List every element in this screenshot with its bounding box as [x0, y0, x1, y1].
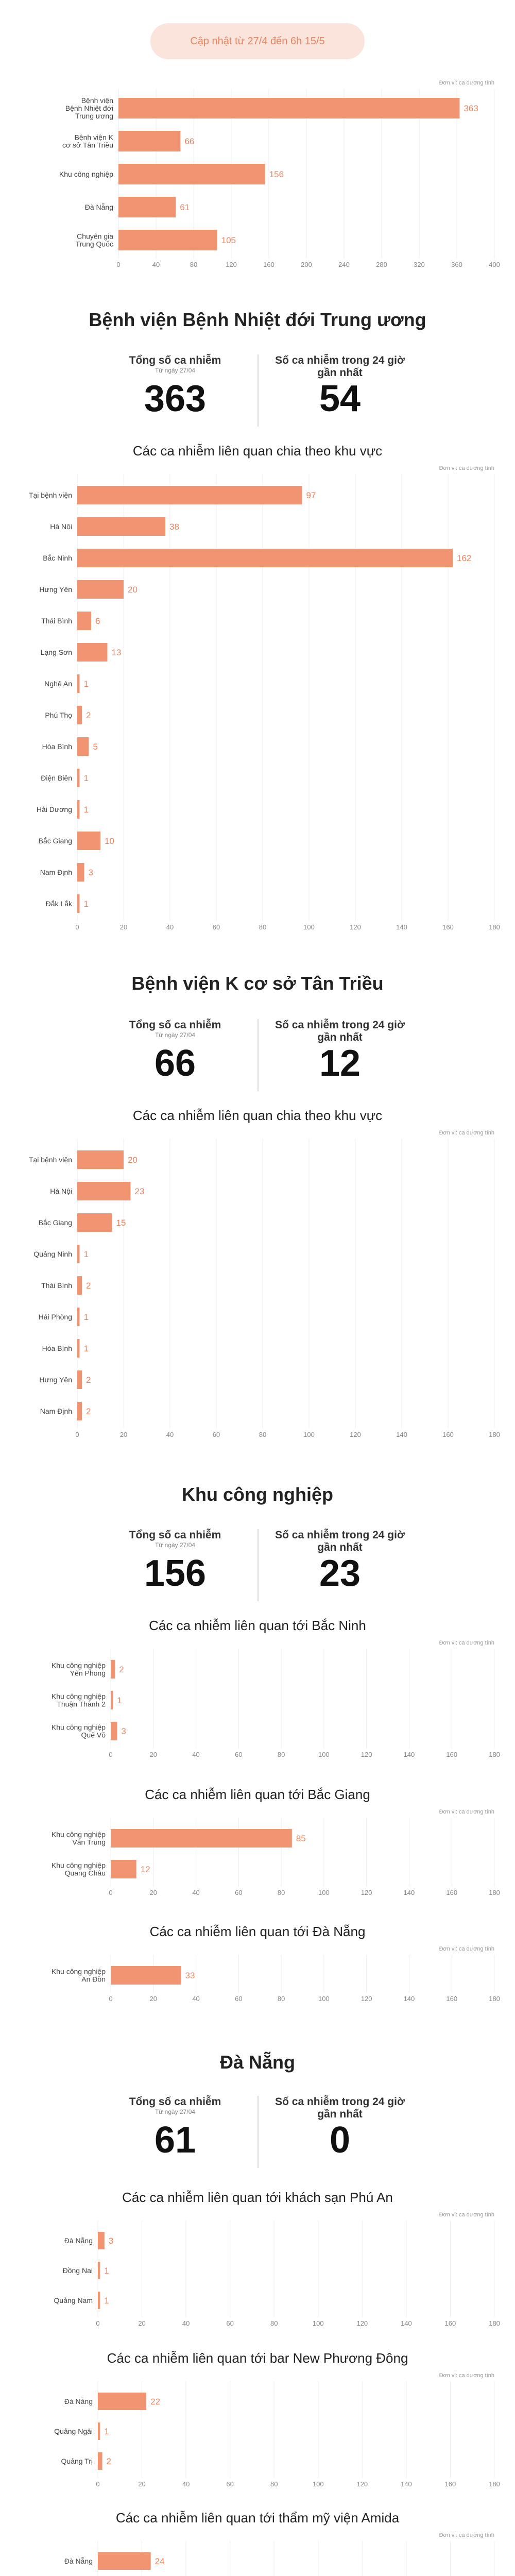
- category-label: Hà Nội: [50, 522, 72, 531]
- category-label: Hà Nội: [50, 1187, 72, 1195]
- bar: [118, 164, 265, 184]
- bar: [77, 1339, 80, 1358]
- x-tick-label: 20: [138, 2319, 146, 2327]
- bar-value-label: 20: [128, 585, 138, 595]
- x-tick-label: 60: [235, 1889, 243, 1896]
- bar: [77, 1245, 80, 1263]
- section-title-benhvienk: Bệnh viện K cơ sở Tân Triều: [131, 973, 384, 994]
- bar-value-label: 156: [269, 170, 284, 179]
- bar: [98, 2422, 100, 2440]
- category-label: Đà Nẵng: [84, 203, 113, 211]
- bar: [111, 1860, 136, 1878]
- phuan-chart: [0, 2209, 515, 2328]
- category-label: Hưng Yên: [39, 1376, 72, 1384]
- x-tick-label: 400: [489, 261, 500, 268]
- bar: [98, 2232, 105, 2249]
- category-label: Khu công nghiệp: [51, 1661, 106, 1670]
- x-tick-label: 100: [318, 1995, 330, 2003]
- x-tick-label: 0: [109, 1995, 113, 2003]
- stat-divider: [258, 354, 259, 427]
- x-tick-label: 140: [401, 2480, 412, 2488]
- x-tick-label: 0: [116, 261, 121, 268]
- category-label: Phú Thọ: [45, 711, 72, 719]
- x-tick-label: 160: [446, 1751, 458, 1758]
- bar-value-label: 2: [86, 1281, 91, 1291]
- x-tick-label: 40: [192, 1751, 200, 1758]
- category-label: Vân Trung: [72, 1838, 106, 1846]
- category-label: Hòa Bình: [42, 742, 72, 751]
- bar-value-label: 66: [184, 137, 195, 146]
- bar: [77, 580, 124, 599]
- x-tick-label: 160: [444, 2480, 456, 2488]
- stat-total-sub: Từ ngày 27/04: [154, 367, 196, 374]
- bar: [77, 832, 100, 850]
- x-tick-label: 140: [396, 1431, 407, 1438]
- bar: [77, 1213, 112, 1232]
- category-label: Quang Châu: [64, 1869, 106, 1877]
- category-label: Đà Nẵng: [64, 2236, 93, 2245]
- bar-value-label: 12: [140, 1865, 150, 1874]
- x-tick-label: 140: [403, 1995, 415, 2003]
- stat-total-label: Tổng số ca nhiễm: [129, 1019, 221, 1031]
- category-label: Hải Dương: [36, 805, 72, 814]
- stat-recent-label: Số ca nhiễm trong 24 giờ gần nhất: [275, 2096, 405, 2120]
- unit-note: Đơn vị: ca dương tính: [439, 2372, 494, 2379]
- category-label: Thái Bình: [41, 617, 72, 625]
- bar: [111, 1660, 115, 1679]
- x-tick-label: 180: [489, 1431, 500, 1438]
- stat-total-value: 156: [144, 1553, 207, 1594]
- x-tick-label: 0: [109, 1751, 113, 1758]
- bar-value-label: 1: [83, 773, 89, 783]
- x-tick-label: 40: [192, 1889, 200, 1896]
- x-tick-label: 20: [149, 1889, 158, 1896]
- x-tick-label: 180: [489, 923, 500, 931]
- chart-title: Các ca nhiễm liên quan tới khách sạn Phú An: [122, 2190, 393, 2205]
- amida-chart: [0, 2530, 515, 2576]
- x-tick-label: 180: [489, 1995, 500, 2003]
- bar-value-label: 2: [86, 1406, 91, 1416]
- bar-value-label: 1: [83, 899, 89, 909]
- stat-recent-value: 54: [319, 378, 361, 419]
- x-tick-label: 360: [451, 261, 462, 268]
- bar: [77, 1402, 82, 1420]
- unit-note: Đơn vị: ca dương tính: [439, 1640, 494, 1646]
- bar: [77, 612, 91, 630]
- stat-total-sub: Từ ngày 27/04: [154, 1541, 196, 1549]
- x-tick-label: 60: [212, 923, 220, 931]
- x-tick-label: 140: [403, 1889, 415, 1896]
- unit-note: Đơn vị: ca dương tính: [439, 2532, 494, 2538]
- category-label: Đồng Nai: [62, 2266, 93, 2275]
- bar-value-label: 105: [221, 235, 236, 245]
- nhietdoi-chart: [0, 463, 515, 939]
- chart-title: Các ca nhiễm liên quan tới Bắc Giang: [145, 1787, 370, 1802]
- bar: [77, 674, 80, 693]
- x-tick-label: 320: [414, 261, 425, 268]
- bar-value-label: 2: [86, 1375, 91, 1385]
- x-tick-label: 180: [489, 1751, 500, 1758]
- x-tick-label: 40: [152, 261, 160, 268]
- benhvienk-chart: [0, 1127, 515, 1444]
- bar-value-label: 2: [119, 1665, 124, 1674]
- stat-recent-value: 0: [329, 2120, 351, 2161]
- category-label: Thuận Thành 2: [57, 1700, 106, 1708]
- stat-total-value: 363: [144, 378, 207, 419]
- bar: [118, 98, 459, 118]
- bar-value-label: 15: [116, 1218, 126, 1228]
- bar: [111, 1691, 113, 1709]
- stat-divider: [258, 1019, 259, 1091]
- bar-value-label: 1: [83, 679, 89, 689]
- x-tick-label: 40: [166, 1431, 174, 1438]
- category-label: Điện Biên: [41, 774, 72, 782]
- category-label: cơ sở Tân Triều: [62, 141, 113, 149]
- bar: [77, 1370, 82, 1389]
- unit-note: Đơn vị: ca dương tính: [439, 1809, 494, 1815]
- category-label: Đà Nẵng: [64, 2397, 93, 2405]
- bar-value-label: 85: [296, 1834, 306, 1843]
- category-label: Quảng Ngãi: [54, 2427, 93, 2435]
- category-label: Khu công nghiệp: [51, 1861, 106, 1870]
- x-tick-label: 0: [109, 1889, 113, 1896]
- overview-chart: [0, 77, 515, 281]
- x-tick-label: 280: [376, 261, 387, 268]
- bar-value-label: 2: [106, 2456, 112, 2466]
- bar-value-label: 24: [154, 2556, 165, 2566]
- bar: [77, 1276, 82, 1295]
- x-tick-label: 180: [489, 2319, 500, 2327]
- bar: [98, 2452, 102, 2470]
- category-label: Khu công nghiệp: [51, 1723, 106, 1732]
- x-tick-label: 80: [277, 1889, 285, 1896]
- x-tick-label: 40: [182, 2480, 190, 2488]
- x-tick-label: 80: [259, 1431, 267, 1438]
- bar-value-label: 1: [104, 2427, 109, 2436]
- x-tick-label: 100: [312, 2319, 324, 2327]
- x-tick-label: 180: [489, 1889, 500, 1896]
- chart-title: Các ca nhiễm liên quan tới thẩm mỹ viện Amida: [115, 2510, 400, 2526]
- category-label: Yên Phong: [70, 1669, 106, 1677]
- category-label: Nghệ An: [44, 680, 72, 688]
- x-tick-label: 40: [166, 923, 174, 931]
- kcn-bacninh-chart: [0, 1637, 515, 1769]
- x-tick-label: 160: [442, 1431, 454, 1438]
- stat-total-label: Tổng số ca nhiễm: [129, 354, 221, 366]
- stat-recent-value: 12: [319, 1043, 361, 1084]
- x-tick-label: 160: [446, 1995, 458, 2003]
- bar-value-label: 363: [464, 104, 478, 113]
- bar: [77, 1182, 131, 1200]
- chart-title: Các ca nhiễm liên quan chia theo khu vực: [132, 1108, 383, 1123]
- x-tick-label: 20: [138, 2480, 146, 2488]
- bar: [98, 2552, 151, 2570]
- x-tick-label: 0: [96, 2480, 100, 2488]
- bar: [98, 2393, 146, 2410]
- bar: [77, 737, 89, 756]
- bar-value-label: 20: [128, 1155, 138, 1165]
- category-label: Bắc Giang: [38, 1218, 72, 1227]
- bar-value-label: 1: [117, 1696, 122, 1705]
- category-label: Quế Võ: [81, 1731, 106, 1739]
- x-tick-label: 120: [360, 1751, 372, 1758]
- bar: [118, 230, 217, 250]
- stat-total-sub: Từ ngày 27/04: [154, 2108, 196, 2115]
- x-tick-label: 80: [259, 923, 267, 931]
- unit-note: Đơn vị: ca dương tính: [439, 1946, 494, 1952]
- x-tick-label: 60: [212, 1431, 220, 1438]
- chart-title: Các ca nhiễm liên quan tới Bắc Ninh: [149, 1618, 366, 1633]
- category-label: Khu công nghiệp: [51, 1692, 106, 1701]
- bar-value-label: 3: [108, 2236, 114, 2246]
- category-label: Quảng Nam: [54, 2296, 93, 2304]
- x-tick-label: 120: [350, 1431, 361, 1438]
- bar-value-label: 13: [111, 648, 122, 657]
- unit-note: Đơn vị: ca dương tính: [439, 465, 494, 471]
- bar: [77, 894, 80, 913]
- x-tick-label: 60: [235, 1751, 243, 1758]
- x-tick-label: 80: [270, 2319, 278, 2327]
- category-label: Đà Nẵng: [64, 2557, 93, 2565]
- stat-total-label: Tổng số ca nhiễm: [129, 2096, 221, 2108]
- unit-note: Đơn vị: ca dương tính: [439, 1130, 494, 1136]
- stat-divider: [258, 2096, 259, 2168]
- x-tick-label: 120: [350, 923, 361, 931]
- bar-value-label: 1: [83, 1249, 89, 1259]
- x-tick-label: 60: [226, 2319, 234, 2327]
- bar: [77, 769, 80, 787]
- bar-value-label: 10: [105, 836, 114, 846]
- category-label: An Đồn: [81, 1975, 106, 1984]
- category-label: Chuyên gia: [77, 232, 113, 241]
- bar: [77, 1308, 80, 1326]
- x-tick-label: 80: [277, 1751, 285, 1758]
- bar-value-label: 3: [121, 1726, 126, 1736]
- chart-title: Các ca nhiễm liên quan tới bar New Phương Đông: [107, 2350, 408, 2366]
- bar-value-label: 1: [104, 2296, 109, 2306]
- x-tick-label: 160: [442, 923, 454, 931]
- x-tick-label: 180: [489, 2480, 500, 2488]
- stat-total-value: 61: [154, 2120, 196, 2161]
- x-tick-label: 100: [312, 2480, 324, 2488]
- newphuongdong-chart: [0, 2370, 515, 2488]
- x-tick-label: 120: [360, 1995, 372, 2003]
- bar: [77, 549, 453, 567]
- bar-value-label: 6: [95, 616, 100, 626]
- x-tick-label: 100: [303, 1431, 315, 1438]
- bar-value-label: 1: [83, 1344, 89, 1353]
- x-tick-label: 0: [96, 2319, 100, 2327]
- bar: [98, 2292, 100, 2309]
- x-tick-label: 100: [318, 1889, 330, 1896]
- bar: [77, 706, 82, 724]
- x-tick-label: 120: [226, 261, 237, 268]
- category-label: Quảng Trị: [61, 2457, 93, 2465]
- category-label: Hưng Yên: [39, 585, 72, 594]
- category-label: Tại bệnh viện: [28, 491, 72, 499]
- x-tick-label: 140: [403, 1751, 415, 1758]
- chart-title: Các ca nhiễm liên quan chia theo khu vực: [132, 443, 383, 459]
- chart-title: Các ca nhiễm liên quan tới Đà Nẵng: [149, 1924, 366, 1939]
- section-title-nhietdoi: Bệnh viện Bệnh Nhiệt đới Trung ương: [89, 309, 426, 330]
- x-tick-label: 40: [192, 1995, 200, 2003]
- x-tick-label: 0: [75, 1431, 79, 1438]
- x-tick-label: 240: [338, 261, 350, 268]
- x-tick-label: 0: [75, 923, 79, 931]
- bar: [77, 1150, 124, 1169]
- stat-recent-label: Số ca nhiễm trong 24 giờ gần nhất: [275, 1529, 405, 1553]
- update-badge: Cập nhật từ 27/4 đến 6h 15/5: [150, 23, 365, 59]
- category-label: Bệnh viện: [81, 96, 113, 105]
- x-tick-label: 200: [301, 261, 312, 268]
- category-label: Bắc Ninh: [43, 554, 72, 562]
- bar-value-label: 162: [457, 553, 472, 563]
- stat-recent-label: Số ca nhiễm trong 24 giờ gần nhất: [275, 1019, 405, 1043]
- bar-value-label: 23: [134, 1187, 145, 1196]
- category-label: Quảng Ninh: [33, 1250, 72, 1258]
- category-label: Hải Phòng: [38, 1313, 72, 1321]
- stat-total-label: Tổng số ca nhiễm: [129, 1529, 221, 1541]
- x-tick-label: 80: [190, 261, 198, 268]
- bar: [118, 131, 180, 151]
- bar-value-label: 5: [93, 742, 98, 752]
- bar-value-label: 33: [185, 1971, 195, 1980]
- category-label: Bệnh viện K: [74, 133, 113, 142]
- x-tick-label: 100: [318, 1751, 330, 1758]
- kcn-danang-chart: [0, 1943, 515, 2013]
- bar: [77, 863, 84, 882]
- category-label: Trung ương: [75, 112, 113, 120]
- bar: [98, 2262, 100, 2279]
- x-tick-label: 60: [235, 1995, 243, 2003]
- bar: [111, 1966, 181, 1985]
- x-tick-label: 140: [401, 2319, 412, 2327]
- category-label: Khu công nghiệp: [51, 1830, 106, 1839]
- x-tick-label: 20: [119, 923, 128, 931]
- bar-value-label: 38: [169, 522, 179, 532]
- x-tick-label: 160: [446, 1889, 458, 1896]
- bar: [77, 643, 108, 662]
- section-title-kcn: Khu công nghiệp: [182, 1484, 333, 1505]
- category-label: Đắk Lắk: [45, 900, 72, 908]
- category-label: Nam Định: [40, 1407, 72, 1415]
- x-tick-label: 120: [356, 2319, 368, 2327]
- category-label: Nam Định: [40, 868, 72, 876]
- x-tick-label: 140: [396, 923, 407, 931]
- x-tick-label: 20: [119, 1431, 128, 1438]
- bar-value-label: 97: [306, 490, 316, 500]
- x-tick-label: 20: [149, 1995, 158, 2003]
- x-tick-label: 160: [263, 261, 274, 268]
- stat-recent-value: 23: [319, 1553, 361, 1594]
- bar-value-label: 22: [150, 2397, 161, 2406]
- bar-value-label: 61: [180, 202, 190, 212]
- bar-value-label: 1: [83, 805, 89, 815]
- stat-total-sub: Từ ngày 27/04: [154, 1031, 196, 1039]
- bar: [77, 517, 165, 536]
- category-label: Hòa Bình: [42, 1344, 72, 1352]
- category-label: Trung Quốc: [75, 240, 113, 248]
- x-tick-label: 160: [444, 2319, 456, 2327]
- bar: [77, 800, 80, 819]
- bar-value-label: 3: [88, 868, 93, 877]
- category-label: Tại bệnh viện: [28, 1156, 72, 1164]
- category-label: Bắc Giang: [38, 837, 72, 845]
- x-tick-label: 60: [226, 2480, 234, 2488]
- bar: [111, 1829, 292, 1848]
- bar: [77, 486, 302, 504]
- bar: [111, 1722, 117, 1740]
- bar-value-label: 1: [104, 2266, 109, 2276]
- x-tick-label: 120: [360, 1889, 372, 1896]
- bar: [118, 197, 176, 217]
- category-label: Thái Bình: [41, 1281, 72, 1290]
- stat-recent-label: Số ca nhiễm trong 24 giờ gần nhất: [275, 354, 405, 379]
- x-tick-label: 20: [149, 1751, 158, 1758]
- stat-total-value: 66: [154, 1043, 196, 1084]
- category-label: Bệnh Nhiệt đới: [65, 104, 113, 112]
- section-title-danang: Đà Nẵng: [219, 2052, 296, 2073]
- bar-value-label: 1: [83, 1312, 89, 1322]
- x-tick-label: 100: [303, 923, 315, 931]
- bar-value-label: 2: [86, 710, 91, 720]
- x-tick-label: 40: [182, 2319, 190, 2327]
- category-label: Khu công nghiệp: [51, 1967, 106, 1976]
- kcn-bacgiang-chart: [0, 1806, 515, 1907]
- x-tick-label: 80: [270, 2480, 278, 2488]
- stat-divider: [258, 1529, 259, 1601]
- x-tick-label: 120: [356, 2480, 368, 2488]
- category-label: Khu công nghiệp: [59, 170, 113, 178]
- unit-note: Đơn vị: ca dương tính: [439, 80, 494, 86]
- unit-note: Đơn vị: ca dương tính: [439, 2212, 494, 2218]
- category-label: Lạng Sơn: [40, 648, 72, 656]
- x-tick-label: 80: [277, 1995, 285, 2003]
